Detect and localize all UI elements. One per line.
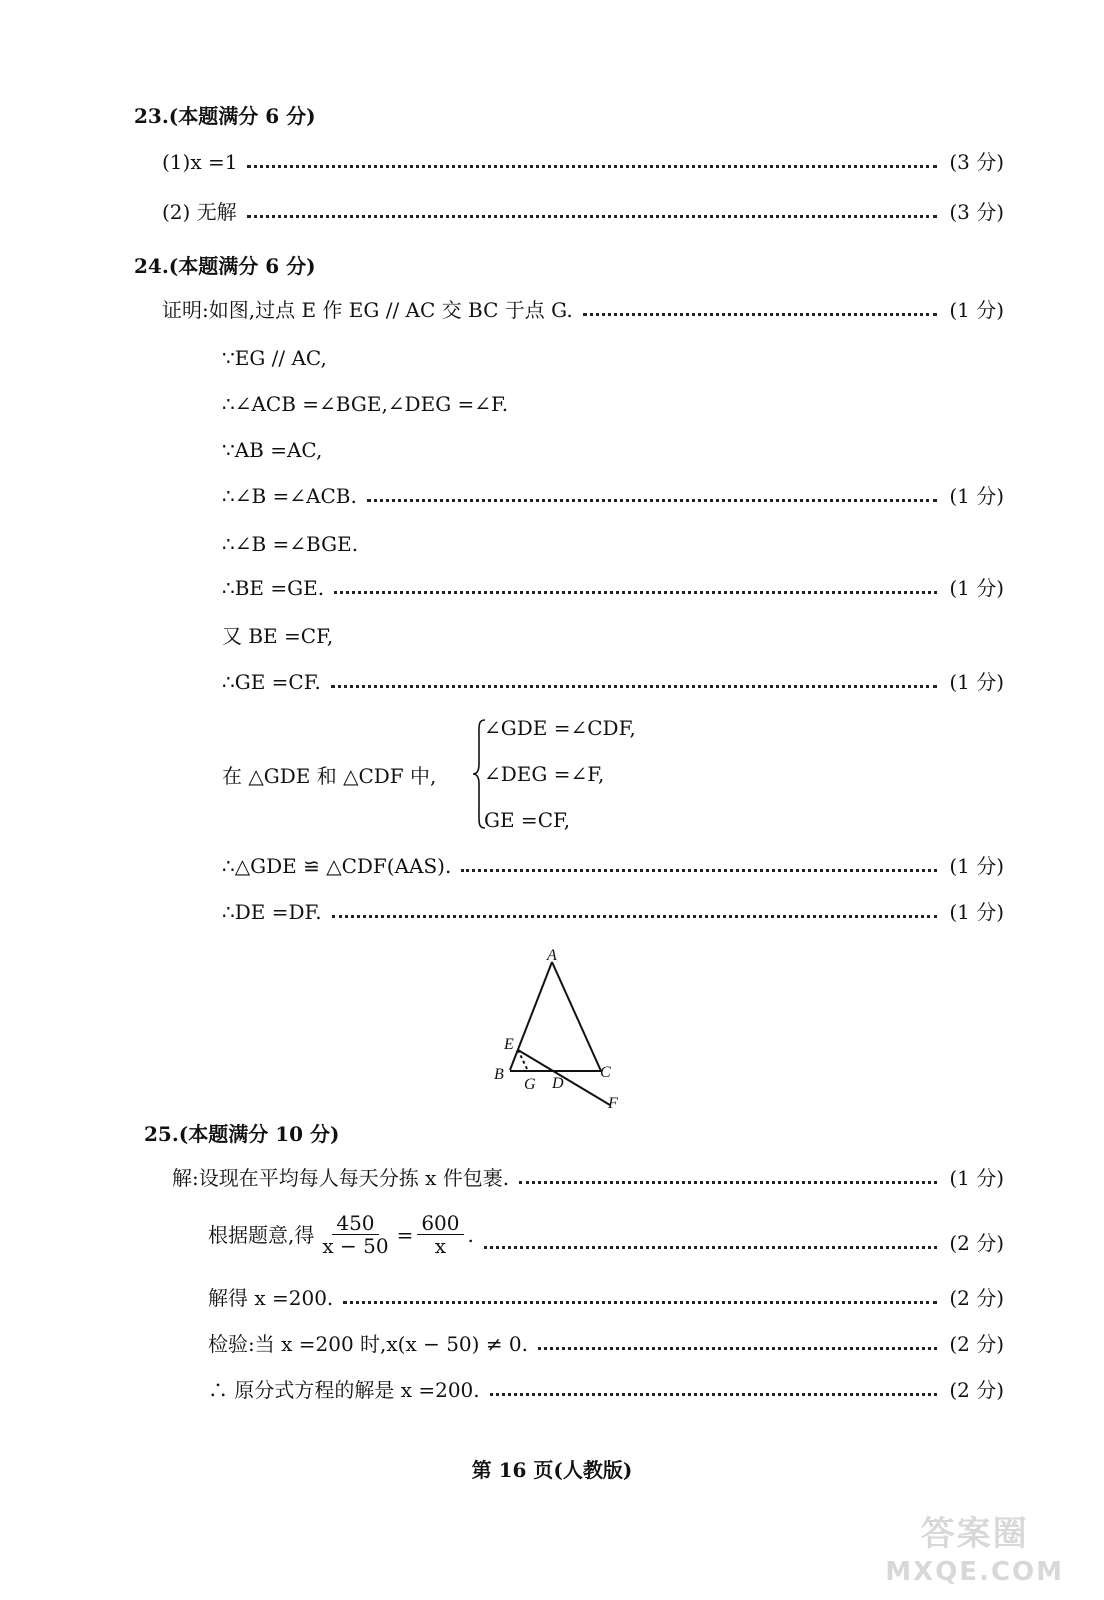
label-g: G — [524, 1076, 536, 1093]
label-a: A — [547, 947, 557, 964]
score: (1 分) — [949, 1166, 1004, 1190]
label-e: E — [504, 1036, 514, 1053]
q25-title: 25.(本题满分 10 分) — [144, 1122, 340, 1146]
fraction-left: $\frac{450}{x - 50}$ — [322, 1211, 389, 1258]
q24-line-7: ∴BE =GE. (1 分) — [222, 576, 1004, 600]
score: (2 分) — [949, 1378, 1004, 1402]
q24-line-2: ∵EG // AC, — [222, 346, 327, 370]
score: (3 分) — [949, 200, 1004, 224]
score: (1 分) — [949, 900, 1004, 924]
q23-title: 23.(本题满分 6 分) — [134, 104, 316, 128]
q24-line-1: 证明:如图,过点 E 作 EG // AC 交 BC 于点 G. (1 分) — [162, 298, 1004, 322]
fraction-right: $\frac{600}{x}$ — [417, 1212, 463, 1257]
label-d: D — [552, 1075, 564, 1092]
q25-line-1: 解:设现在平均每人每天分拣 x 件包裹. (1 分) — [172, 1166, 1004, 1190]
q24-line-5: ∴∠B =∠ACB. (1 分) — [222, 484, 1004, 508]
q24-line-9: ∴GE =CF. (1 分) — [222, 670, 1004, 694]
system-eq-2: ∠DEG =∠F, — [484, 762, 605, 786]
q24-line-8: 又 BE =CF, — [222, 624, 334, 648]
q25-line-5: ∴ 原分式方程的解是 x =200. (2 分) — [208, 1378, 1004, 1402]
page-footer: 第 16 页(人教版) — [471, 1458, 633, 1482]
score: (2 分) — [949, 1286, 1004, 1310]
score: (1 分) — [949, 670, 1004, 694]
q23-line-2: (2) 无解 (3 分) — [162, 200, 1004, 224]
system-lead: 在 △GDE 和 △CDF 中, — [222, 764, 437, 788]
q24-line-6: ∴∠B =∠BGE. — [222, 532, 359, 556]
label-c: C — [600, 1064, 611, 1081]
q24-title: 24.(本题满分 6 分) — [134, 254, 316, 278]
system-eq-1: ∠GDE =∠CDF, — [484, 716, 636, 740]
q24-line-3: ∴∠ACB =∠BGE,∠DEG =∠F. — [222, 392, 509, 416]
q24-line-10: ∴△GDE ≌ △CDF(AAS). (1 分) — [222, 854, 1004, 878]
label-b: B — [494, 1066, 504, 1083]
score: (2 分) — [949, 1332, 1004, 1356]
q25-line-4: 检验:当 x =200 时,x(x − 50) ≠ 0. (2 分) — [208, 1332, 1004, 1356]
score: (3 分) — [949, 150, 1004, 174]
score: (1 分) — [949, 484, 1004, 508]
q24-line-11: ∴DE =DF. (1 分) — [222, 900, 1004, 924]
q23-line-1: (1)x =1 (3 分) — [162, 150, 1004, 174]
score: (1 分) — [949, 576, 1004, 600]
watermark-logo: 答案圈 MXQE.COM — [885, 1514, 1064, 1587]
triangle-figure — [488, 944, 628, 1114]
q25-line-2: 根据题意,得 $\frac{450}{x - 50}$ = $\frac{600}{x}$ . (2 分) — [208, 1211, 1004, 1258]
score: (1 分) — [949, 854, 1004, 878]
q25-line-3: 解得 x =200. (2 分) — [208, 1286, 1004, 1310]
score: (2 分) — [949, 1231, 1004, 1255]
score: (1 分) — [949, 298, 1004, 322]
label-f: F — [608, 1095, 618, 1112]
q24-line-4: ∵AB =AC, — [222, 438, 323, 462]
system-eq-3: GE =CF, — [484, 808, 571, 832]
